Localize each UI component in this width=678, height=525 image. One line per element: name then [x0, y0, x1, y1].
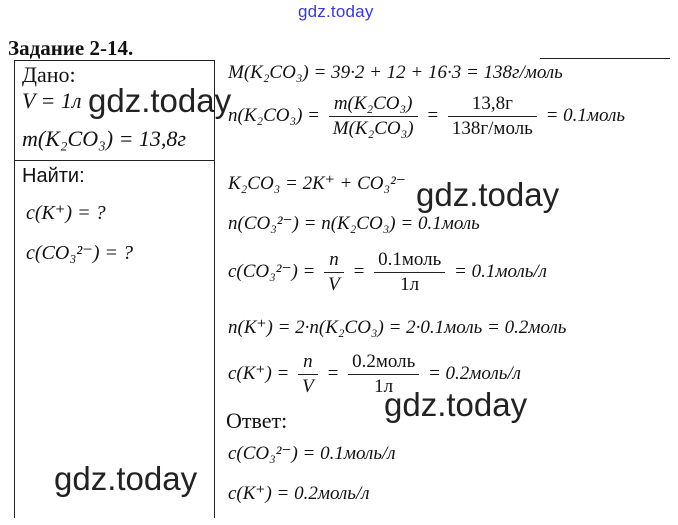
given-mass: m(K₂CO₃) = 13,8г	[22, 126, 187, 151]
potassium-f2-num: 0.2моль	[348, 350, 419, 375]
task-title: Задание 2-14.	[8, 36, 134, 60]
watermark-3: gdz.today	[384, 386, 528, 423]
potassium-conc-lhs: c(K⁺) =	[228, 362, 290, 384]
answer-label: Ответ:	[226, 408, 288, 433]
carbonate-conc-result: = 0.1моль/л	[454, 260, 547, 282]
watermark-1: gdz.today	[88, 82, 232, 119]
given-volume: V = 1л	[22, 88, 82, 113]
carbonate-moles-equation: n(CO₃²⁻) = n(K₂CO₃) = 0.1моль	[228, 213, 480, 234]
carbonate-fraction-values	[374, 248, 445, 297]
potassium-fraction-formula	[298, 350, 318, 399]
carbonate-f1-num: n	[324, 248, 344, 273]
carbonate-f2-den: 1л	[400, 274, 420, 295]
potassium-f1-den: V	[302, 376, 314, 397]
molar-mass-equation: M(K₂CO₃) = 39·2 + 12 + 16·3 = 138г/моль	[228, 62, 563, 83]
moles-fraction-values	[448, 92, 537, 141]
find-label: Найти:	[22, 165, 85, 187]
carbonate-f1-den: V	[328, 274, 340, 295]
divider-vertical	[214, 60, 215, 518]
moles-equation: n(K₂CO₃) = $\frac{\text{m(K₂CO₃)}}{\text{M(K₂CO₃)}}$ = $\frac{13,8г}{\text{138г/моль}}$ = 0.1моль	[228, 93, 626, 139]
watermark-2: gdz.today	[416, 176, 560, 213]
given-box-top	[14, 60, 214, 61]
carbonate-conc-lhs: c(CO₃²⁻) =	[228, 260, 316, 282]
moles-f1-num: m(K₂CO₃)	[329, 92, 418, 117]
carbonate-fraction-formula	[324, 248, 344, 297]
moles-fraction-formula	[329, 92, 418, 141]
given-find-separator	[14, 160, 214, 161]
header-watermark: gdz.today	[298, 2, 374, 21]
answer-potassium: c(K⁺) = 0.2моль/л	[228, 483, 370, 504]
dissociation-equation: K₂CO₃ = 2K⁺ + CO₃²⁻	[228, 173, 406, 194]
moles-lhs: n(K₂CO₃) =	[228, 104, 321, 126]
moles-f1-den: M(K₂CO₃)	[332, 118, 414, 139]
answer-carbonate: c(CO₃²⁻) = 0.1моль/л	[228, 443, 396, 464]
find-item-carbonate: c(CO₃²⁻) = ?	[26, 242, 133, 264]
moles-f2-den: 138г/моль	[451, 118, 533, 139]
carbonate-concentration-equation: c(CO₃²⁻) = $\frac{n}{V}$ = $\frac{\text{0.1моль}}{1л}$ = 0.1моль/л	[228, 249, 547, 295]
potassium-f2-den: 1л	[374, 376, 394, 397]
find-item-potassium: c(K⁺) = ?	[26, 202, 106, 224]
potassium-moles-equation: n(K⁺) = 2·n(K₂CO₃) = 2·0.1моль = 0.2моль	[228, 317, 567, 338]
potassium-concentration-equation: c(K⁺) = $\frac{n}{V}$ = $\frac{\text{0.2моль}}{1л}$ = 0.2моль/л	[228, 351, 521, 397]
moles-f2-num: 13,8г	[448, 92, 537, 117]
given-box-left	[14, 60, 15, 518]
given-label: Дано:	[22, 62, 76, 87]
carbonate-f2-num: 0.1моль	[374, 248, 445, 273]
potassium-conc-result: = 0.2моль/л	[427, 362, 521, 384]
potassium-f1-num: n	[298, 350, 318, 375]
top-rule	[540, 58, 670, 59]
watermark-4: gdz.today	[54, 460, 198, 497]
moles-result: = 0.1моль	[545, 104, 626, 126]
